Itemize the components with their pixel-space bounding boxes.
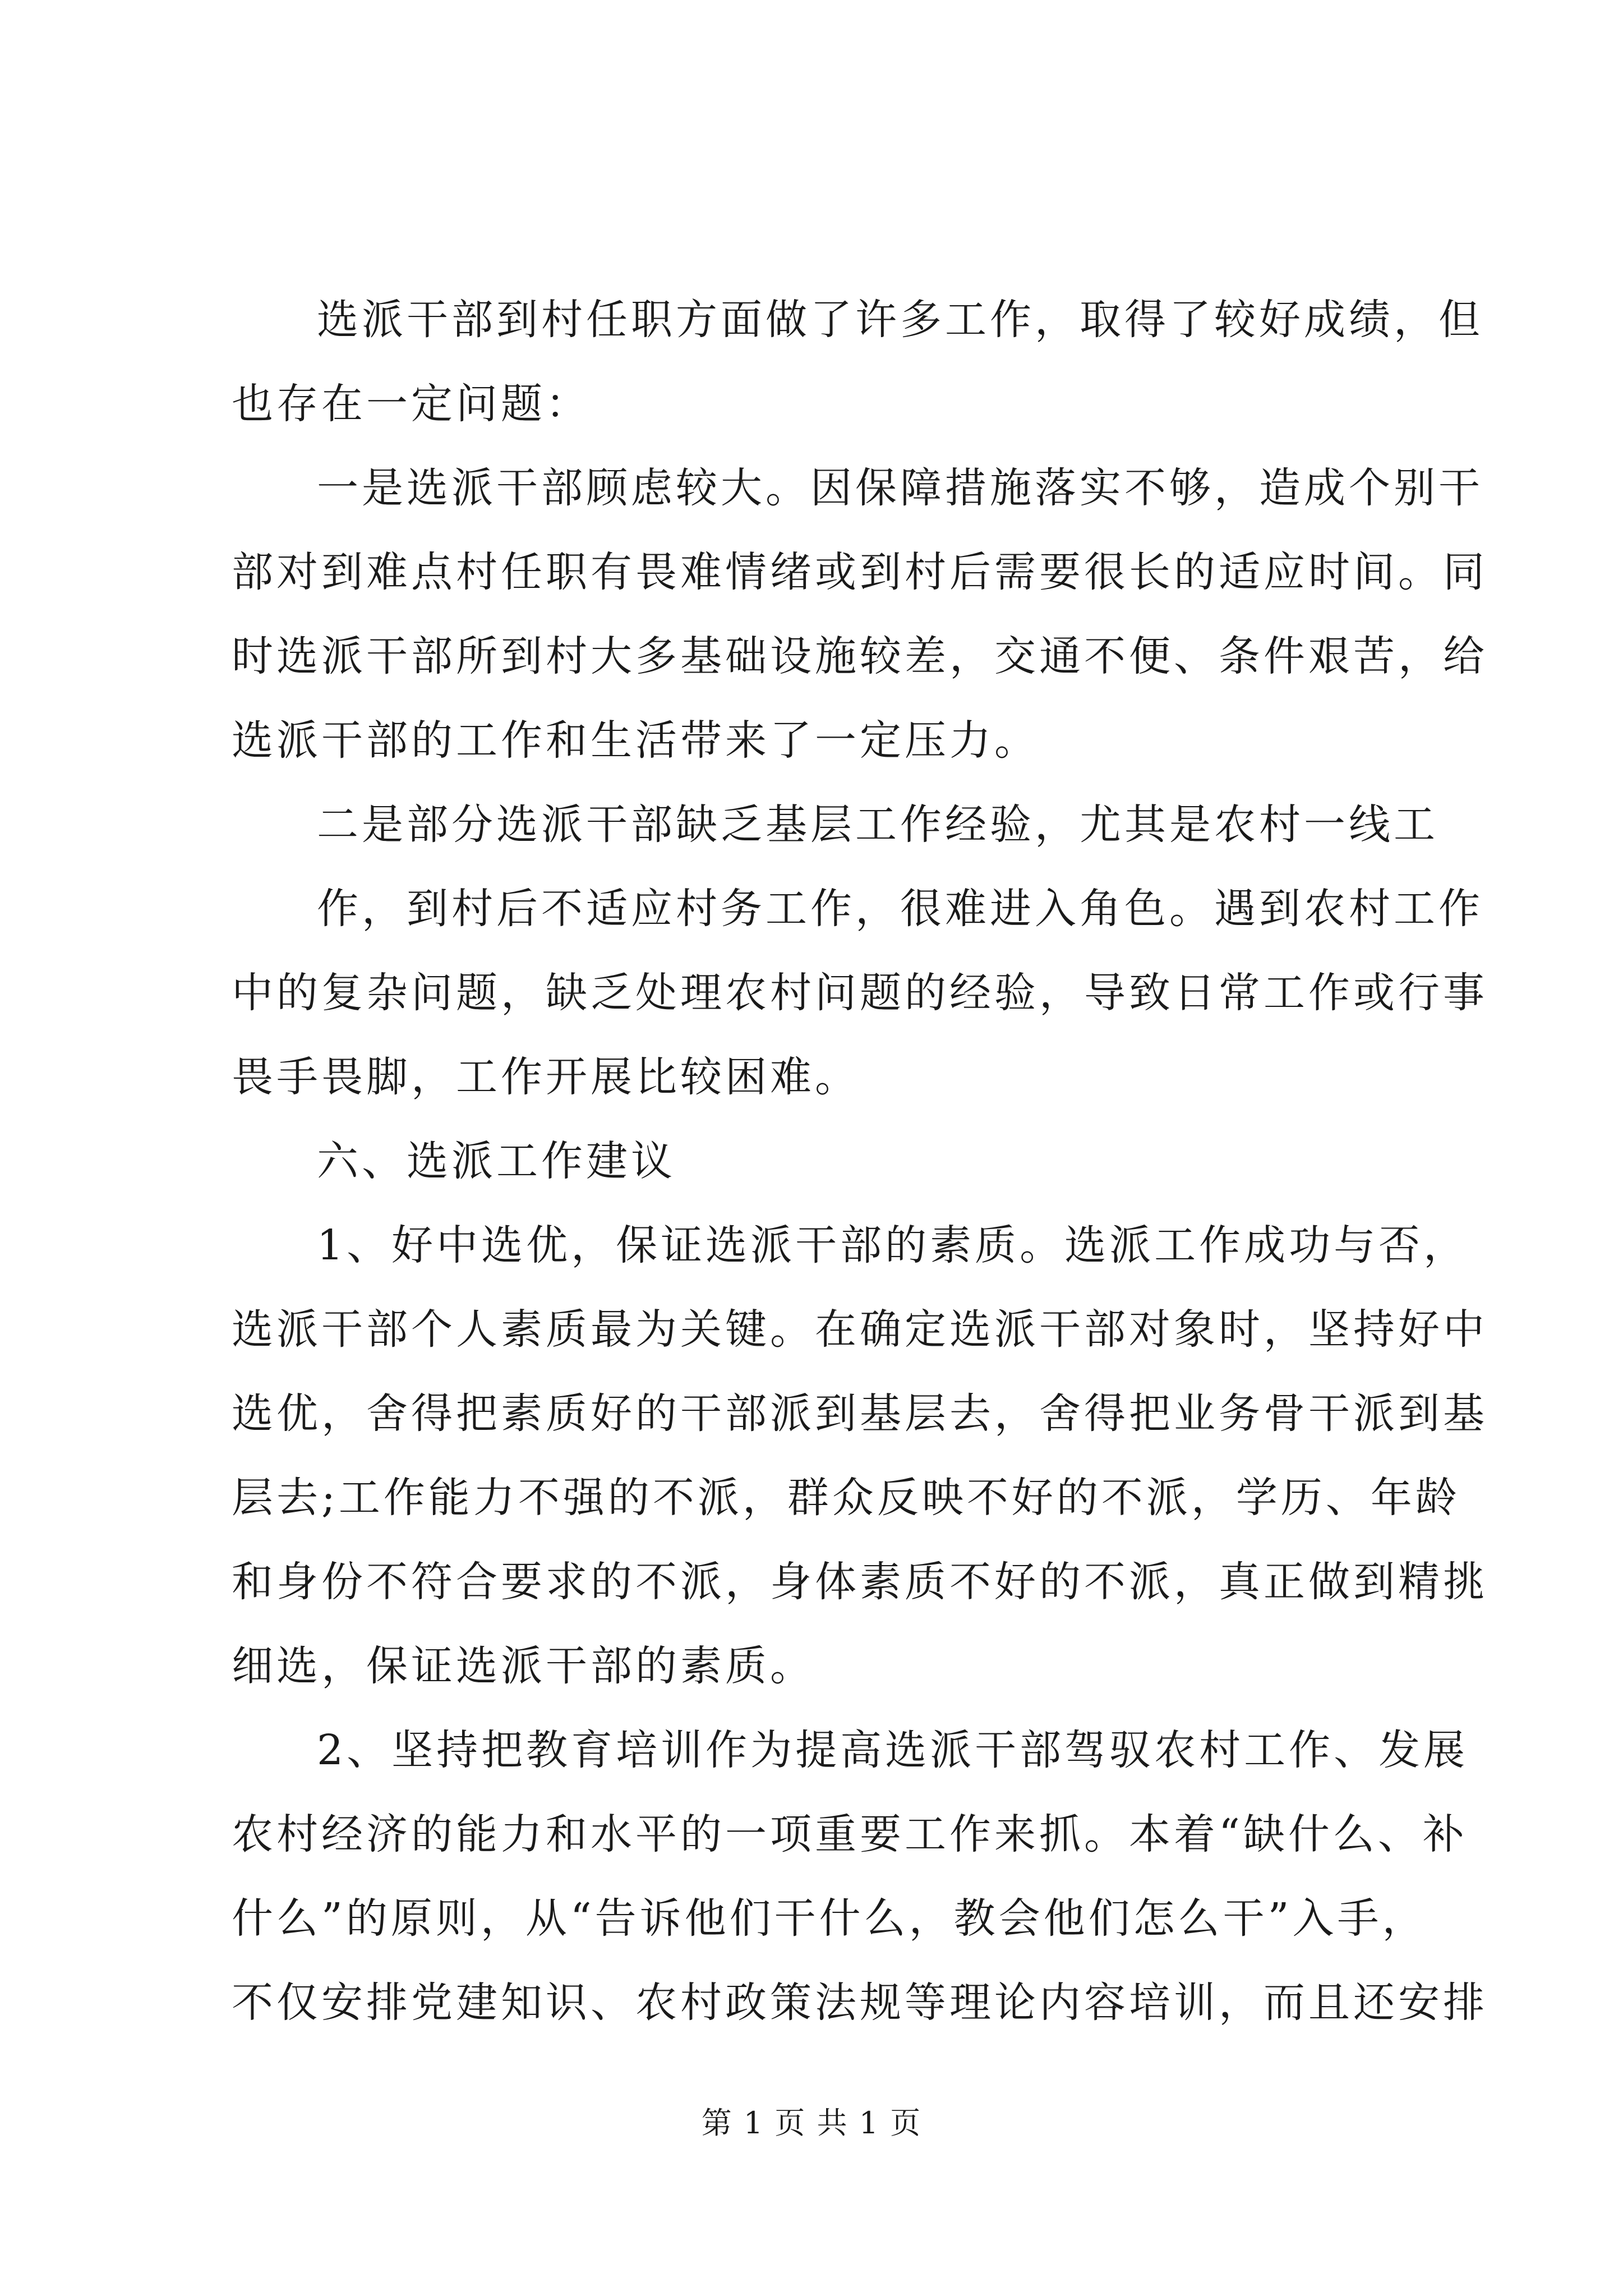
text-line: 时选派干部所到村大多基础设施较差，交通不便、条件艰苦，给 bbox=[232, 632, 1488, 680]
text-line: 细选，保证选派干部的素质。 bbox=[232, 1642, 815, 1690]
section-heading: 六、选派工作建议 bbox=[317, 1137, 676, 1185]
text-line: 一是选派干部顾虑较大。因保障措施落实不够，造成个别干 bbox=[317, 464, 1483, 512]
text-line: 二是部分选派干部缺乏基层工作经验，尤其是农村一线工 bbox=[317, 800, 1438, 849]
text-line: 选派干部个人素质最为关键。在确定选派干部对象时，坚持好中 bbox=[232, 1305, 1488, 1354]
text-line: 部对到难点村任职有畏难情绪或到村后需要很长的适应时间。同 bbox=[232, 548, 1488, 596]
text-line: 畏手畏脚，工作开展比较困难。 bbox=[232, 1053, 860, 1101]
text-line: 选派干部到村任职方面做了许多工作，取得了较好成绩，但 bbox=[317, 296, 1483, 344]
text-line: 作，到村后不适应村务工作，很难进入角色。遇到农村工作 bbox=[317, 885, 1483, 933]
text-line: 2、坚持把教育培训作为提高选派干部驾驭农村工作、发展 bbox=[317, 1726, 1469, 1774]
text-line: 选优，舍得把素质好的干部派到基层去，舍得把业务骨干派到基 bbox=[232, 1389, 1488, 1438]
text-line: 层去;工作能力不强的不派，群众反映不好的不派，学历、年龄 bbox=[232, 1474, 1460, 1522]
text-line: 1、好中选优，保证选派干部的素质。选派工作成功与否， bbox=[317, 1221, 1469, 1269]
text-line: 和身份不符合要求的不派，身体素质不好的不派，真正做到精挑 bbox=[232, 1558, 1488, 1606]
text-line: 中的复杂问题，缺乏处理农村问题的经验，导致日常工作或行事 bbox=[232, 969, 1488, 1017]
text-line: 不仅安排党建知识、农村政策法规等理论内容培训，而且还安排 bbox=[232, 1978, 1488, 2027]
page-footer: 第 1 页 共 1 页 bbox=[701, 2105, 922, 2141]
text-line: 农村经济的能力和水平的一项重要工作来抓。本着“缺什么、补 bbox=[232, 1810, 1468, 1858]
text-line: 也存在一定问题： bbox=[232, 380, 591, 428]
text-line: 选派干部的工作和生活带来了一定压力。 bbox=[232, 716, 1039, 765]
text-line: 什么”的原则，从“告诉他们干什么，教会他们怎么干”入手， bbox=[232, 1894, 1427, 1943]
